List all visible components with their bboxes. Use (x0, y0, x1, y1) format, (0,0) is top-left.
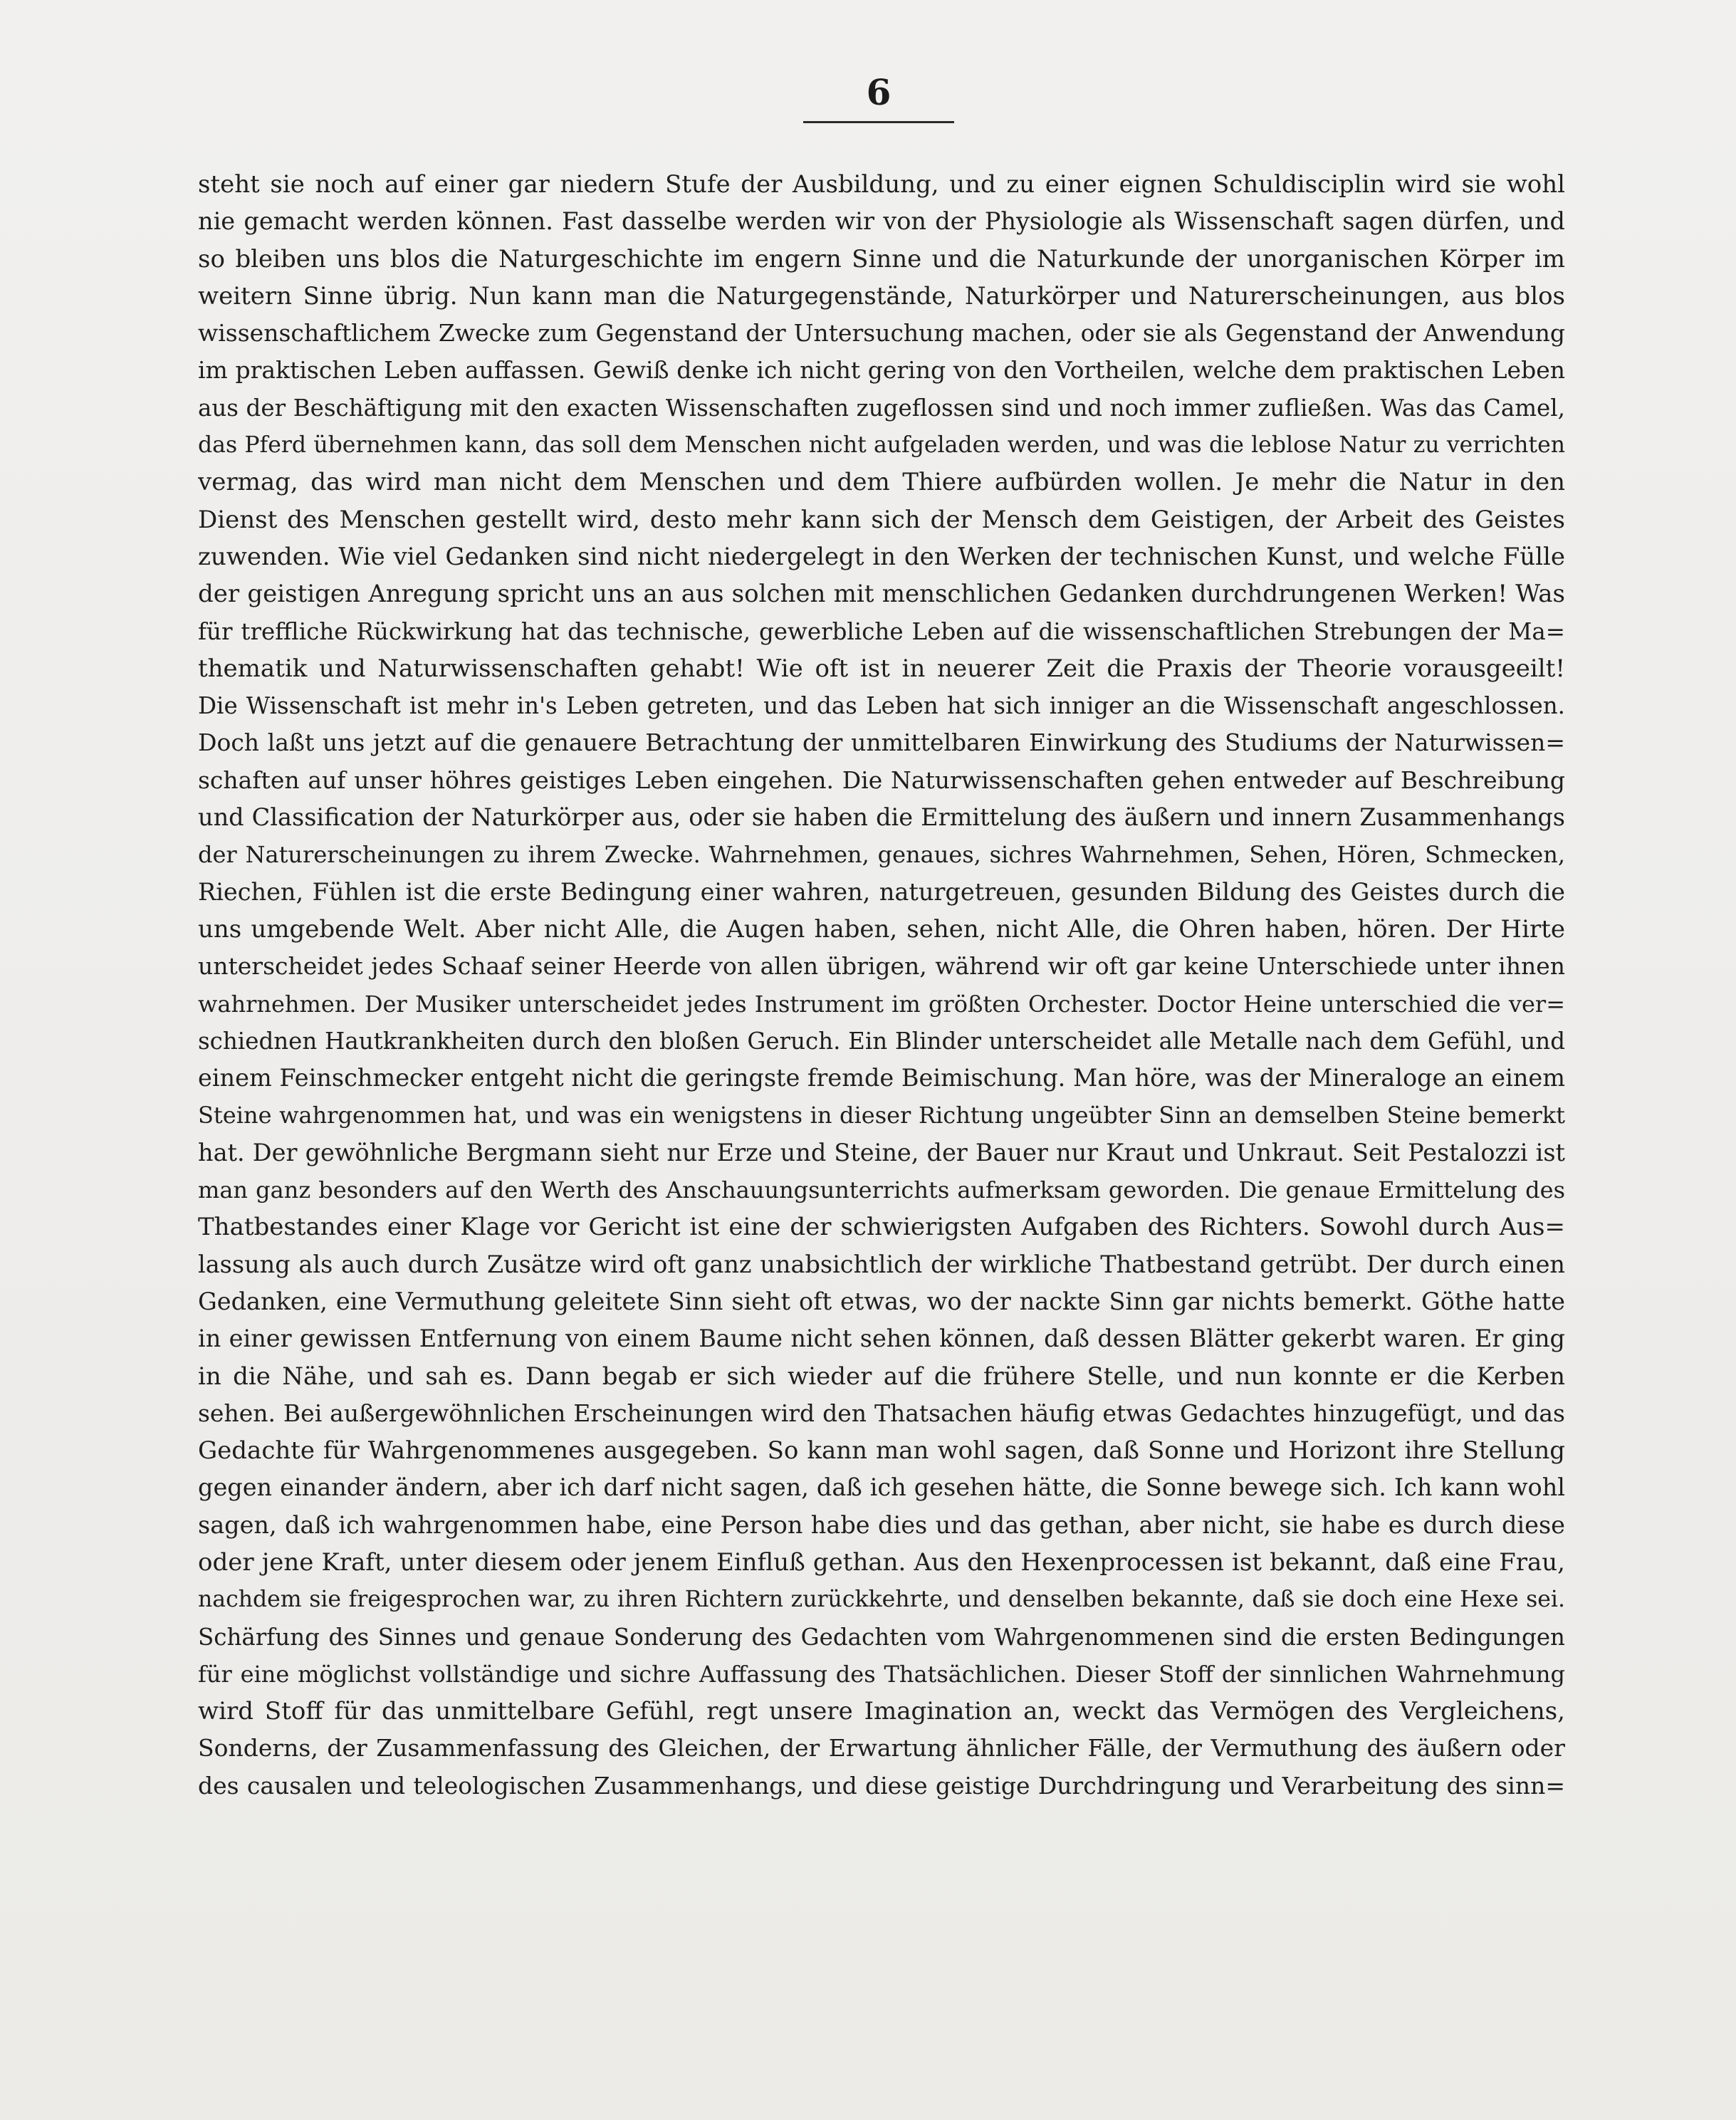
text-line: Schärfung des Sinnes und genaue Sonderung des Gedachten vom Wahrgenommenen sind die ersten Bedingungen (198, 1623, 1565, 1651)
text-line: Sonderns, der Zusammenfassung des Gleichen, der Erwartung ähnlicher Fälle, der Vermuthung des äußern oder (198, 1734, 1565, 1763)
text-line: in einer gewissen Entfernung von einem Baume nicht sehen können, daß dessen Blätter gekerbt waren. Er ging (198, 1325, 1565, 1353)
text-line: das Pferd übernehmen kann, das soll dem Menschen nicht aufgeladen werden, und was die leblose Natur zu verrichten (198, 432, 1565, 459)
text-line: Gedachte für Wahrgenommenes ausgegeben. So kann man wohl sagen, daß Sonne und Horizont ihre Stellung (198, 1436, 1565, 1466)
text-line: des causalen und teleologischen Zusammenhangs, und diese geistige Durchdringung und Verarbeitung des sinn= (198, 1771, 1565, 1800)
text-line: sagen, daß ich wahrgenommen habe, eine Person habe dies und das gethan, aber nicht, sie habe es durch diese (198, 1510, 1565, 1539)
text-line: man ganz besonders auf den Werth des Anschauungsunterrichts aufmerksam geworden. Die genaue Ermittelung des (198, 1176, 1565, 1204)
text-line: schiednen Hautkrankheiten durch den bloßen Geruch. Ein Blinder unterscheidet alle Metalle nach dem Gefühl, und (198, 1027, 1565, 1055)
text-line: hat. Der gewöhnliche Bergmann sieht nur Erze und Steine, der Bauer nur Kraut und Unkraut. Seit Pestalozzi ist (198, 1138, 1565, 1166)
text-line: wissenschaftlichem Zwecke zum Gegenstand der Untersuchung machen, oder sie als Gegenstand der Anwendung (198, 319, 1565, 348)
text-line: Dienst des Menschen gestellt wird, desto mehr kann sich der Mensch dem Geistigen, der Arbeit des Geistes (198, 505, 1565, 534)
page-number-rule (803, 121, 954, 123)
text-line: wahrnehmen. Der Musiker unterscheidet jedes Instrument im größten Orchester. Doctor Heine unterschied die ver= (198, 990, 1565, 1018)
text-line: unterscheidet jedes Schaaf seiner Heerde von allen übrigen, während wir oft gar keine Unterschiede unter ihnen (198, 952, 1565, 981)
text-line: uns umgebende Welt. Aber nicht Alle, die Augen haben, sehen, nicht Alle, die Ohren haben, hören. Der Hirte (198, 914, 1565, 944)
text-line: wird Stoff für das unmittelbare Gefühl, regt unsere Imagination an, weckt das Vermögen des Vergleichens, (198, 1697, 1565, 1726)
text-line: steht sie noch auf einer gar niedern Stufe der Ausbildung, und zu einer eignen Schuldisciplin wird sie wohl (198, 170, 1565, 199)
text-line: sehen. Bei außergewöhnlichen Erscheinungen wird den Thatsachen häufig etwas Gedachtes hinzugefügt, und das (198, 1399, 1565, 1427)
text-line: Gedanken, eine Vermuthung geleitete Sinn sieht oft etwas, wo der nackte Sinn gar nichts bemerkt. Göthe hatte (198, 1287, 1565, 1315)
page-number: 6 (866, 71, 891, 113)
text-line: vermag, das wird man nicht dem Menschen und dem Thiere aufbürden wollen. Je mehr die Natur in den (198, 468, 1565, 497)
text-line: gegen einander ändern, aber ich darf nicht sagen, daß ich gesehen hätte, die Sonne bewege sich. Ich kann wohl (198, 1473, 1565, 1502)
text-line: Thatbestandes einer Klage vor Gericht ist eine der schwierigsten Aufgaben des Richters. Sowohl durch Aus= (198, 1213, 1565, 1242)
text-line: thematik und Naturwissenschaften gehabt! Wie oft ist in neuerer Zeit die Praxis der Theorie vorausgeeilt! (198, 654, 1565, 683)
text-line: Die Wissenschaft ist mehr in's Leben getreten, und das Leben hat sich inniger an die Wissenschaft angeschlossen. (198, 692, 1565, 720)
text-line: einem Feinschmecker entgeht nicht die geringste fremde Beimischung. Man höre, was der Mineraloge an einem (198, 1064, 1565, 1092)
text-line: Doch laßt uns jetzt auf die genauere Betrachtung der unmittelbaren Einwirkung des Studiums der Naturwissen= (198, 729, 1565, 757)
text-line: zuwenden. Wie viel Gedanken sind nicht niedergelegt in den Werken der technischen Kunst, und welche Fülle (198, 542, 1565, 571)
text-line: in die Nähe, und sah es. Dann begab er sich wieder auf die frühere Stelle, und nun konnte er die Kerben (198, 1362, 1565, 1391)
text-line: nie gemacht werden können. Fast dasselbe werden wir von der Physiologie als Wissenschaft sagen dürfen, und (198, 207, 1565, 236)
text-line: und Classification der Naturkörper aus, oder sie haben die Ermittelung des äußern und innern Zusammenhangs (198, 803, 1565, 832)
text-line: der geistigen Anregung spricht uns an aus solchen mit menschlichen Gedanken durchdrungenen Werken! Was (198, 580, 1565, 609)
body-text (198, 166, 1565, 1805)
text-line: weitern Sinne übrig. Nun kann man die Naturgegenstände, Naturkörper und Naturerscheinungen, aus blos (198, 281, 1565, 310)
text-line: für treffliche Rückwirkung hat das technische, gewerbliche Leben auf die wissenschaftlichen Strebungen der Ma= (198, 617, 1565, 645)
text-line: für eine möglichst vollständige und sichre Auffassung des Thatsächlichen. Dieser Stoff der sinnlichen Wahrnehmung (198, 1660, 1565, 1688)
text-line: oder jene Kraft, unter diesem oder jenem Einfluß gethan. Aus den Hexenprocessen ist bekannt, daß eine Frau, (198, 1547, 1565, 1577)
text-line: Riechen, Fühlen ist die erste Bedingung einer wahren, naturgetreuen, gesunden Bildung des Geistes durch die (198, 877, 1565, 906)
text-line: im praktischen Leben auffassen. Gewiß denke ich nicht gering von den Vortheilen, welche dem praktischen Leben (198, 356, 1565, 385)
text-line: lassung als auch durch Zusätze wird oft ganz unabsichtlich der wirkliche Thatbestand getrübt. Der durch einen (198, 1250, 1565, 1278)
text-line: der Naturerscheinungen zu ihrem Zwecke. Wahrnehmen, genaues, sichres Wahrnehmen, Sehen, Hören, Schmecken, (198, 841, 1565, 869)
text-line: so bleiben uns blos die Naturgeschichte im engern Sinne und die Naturkunde der unorganischen Körper im (198, 244, 1565, 273)
text-line: nachdem sie freigesprochen war, zu ihren Richtern zurückkehrte, und denselben bekannte, daß sie doch eine Hexe sei. (198, 1587, 1565, 1613)
text-line: schaften auf unser höhres geistiges Leben eingehen. Die Naturwissenschaften gehen entweder auf Beschreibung (198, 766, 1565, 794)
text-line: Steine wahrgenommen hat, und was ein wenigstens in dieser Richtung ungeübter Sinn an demselben Steine bemerkt (198, 1102, 1565, 1129)
text-line: aus der Beschäftigung mit den exacten Wissenschaften zugeflossen sind und noch immer zufließen. Was das Camel, (198, 394, 1565, 422)
